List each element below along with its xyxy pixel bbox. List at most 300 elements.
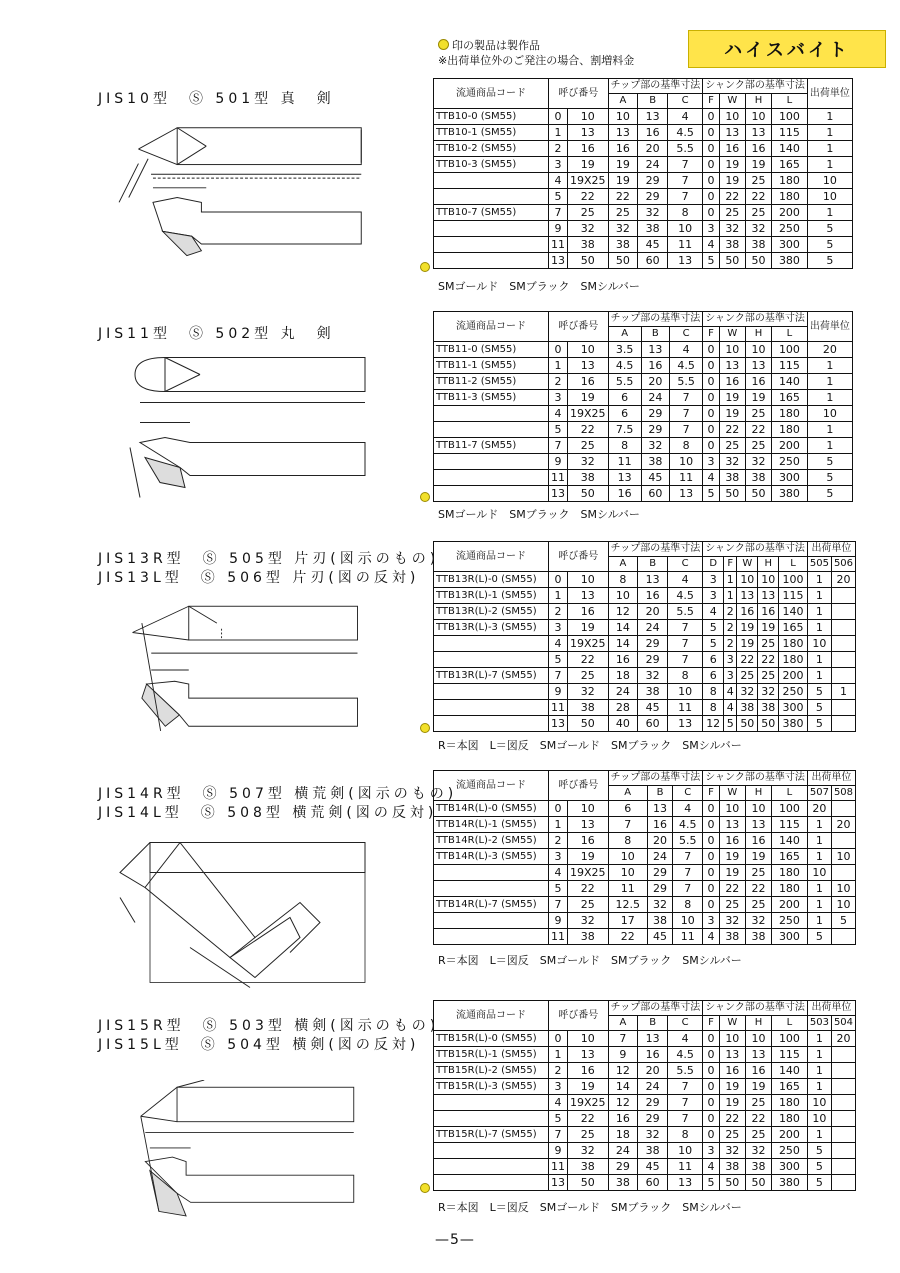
cell-value: 380 xyxy=(779,716,808,732)
cell-value: 3 xyxy=(549,620,568,636)
cell-value: 32 xyxy=(745,1143,771,1159)
header-sub: B xyxy=(638,1016,668,1031)
cell-value: 50 xyxy=(719,486,745,502)
cell-value: 115 xyxy=(779,588,808,604)
cell-value: 19 xyxy=(745,390,771,406)
cell-value: 19 xyxy=(568,157,609,173)
cell-value: 16 xyxy=(568,833,609,849)
cell-value: 8 xyxy=(669,438,702,454)
cell-value: 250 xyxy=(772,454,808,470)
cell-value: 5 xyxy=(807,221,852,237)
section-title: JIS14L型 Ⓢ 508型 横荒剣(図の反対) xyxy=(98,805,438,821)
header-unit: 出荷単位 xyxy=(807,1001,855,1016)
cell-value: 4 xyxy=(549,865,568,881)
cell-value: 38 xyxy=(608,1175,638,1191)
cell-value: 7 xyxy=(669,406,702,422)
cell-value xyxy=(831,1143,855,1159)
table-row xyxy=(434,358,853,374)
cell-value: 6 xyxy=(608,390,641,406)
cell-value: 5 xyxy=(549,422,568,438)
cell-code xyxy=(434,1111,549,1127)
cell-value: 50 xyxy=(745,253,771,269)
cell-value: 10 xyxy=(608,109,638,125)
cell-value: 20 xyxy=(831,817,855,833)
cell-value: 8 xyxy=(668,668,703,684)
category-badge: ハイスバイト xyxy=(688,30,886,68)
cell-value: 5 xyxy=(549,652,568,668)
cell-value: 0 xyxy=(703,189,720,205)
cell-code: TTB14R(L)-3 (SM55) xyxy=(434,849,549,865)
cell-value: 20 xyxy=(638,141,668,157)
header-code: 流通商品コード xyxy=(434,79,549,109)
cell-value: 40 xyxy=(608,716,638,732)
cell-value: 180 xyxy=(779,636,808,652)
cell-value: 60 xyxy=(638,716,668,732)
cell-value: 7 xyxy=(668,173,703,189)
cell-value: 38 xyxy=(745,470,771,486)
header-sub: L xyxy=(779,557,808,572)
cell-value: 4.5 xyxy=(608,358,641,374)
cell-value: 10 xyxy=(758,572,779,588)
cell-value: 16 xyxy=(608,141,638,157)
table-row xyxy=(434,1095,856,1111)
cell-value: 29 xyxy=(641,406,669,422)
cell-value: 32 xyxy=(745,454,771,470)
table-row xyxy=(434,374,853,390)
cell-value: 50 xyxy=(568,716,609,732)
cell-value: 32 xyxy=(568,684,609,700)
cell-value: 0 xyxy=(703,406,720,422)
tool-diagram xyxy=(90,120,400,275)
cell-value xyxy=(831,801,855,817)
cell-value: 5 xyxy=(807,716,831,732)
cell-value: 13 xyxy=(641,342,669,358)
cell-value: 50 xyxy=(737,716,758,732)
cell-value: 13 xyxy=(668,716,703,732)
cell-value: 200 xyxy=(772,897,808,913)
header-number: 呼び番号 xyxy=(549,542,609,572)
header-code: 流通商品コード xyxy=(434,542,549,572)
table-row xyxy=(434,189,853,205)
cell-value: 12 xyxy=(703,716,724,732)
cell-value: 180 xyxy=(772,189,808,205)
cell-value: 19X25 xyxy=(568,636,609,652)
cell-value: 5 xyxy=(807,929,831,945)
cell-value: 5.5 xyxy=(608,374,641,390)
cell-value: 0 xyxy=(703,438,720,454)
cell-code: TTB13R(L)-7 (SM55) xyxy=(434,668,549,684)
cell-value: 5 xyxy=(807,253,852,269)
cell-value: 32 xyxy=(638,668,668,684)
cell-value: 7 xyxy=(668,652,703,668)
header-sub: C xyxy=(669,327,702,342)
cell-value: 140 xyxy=(772,141,808,157)
cell-value xyxy=(831,1159,855,1175)
cell-code xyxy=(434,913,549,929)
cell-value: 1 xyxy=(724,572,737,588)
cell-value: 1 xyxy=(807,572,831,588)
cell-code xyxy=(434,652,549,668)
cell-code xyxy=(434,406,549,422)
table-row xyxy=(434,684,856,700)
table-row xyxy=(434,700,856,716)
header-sub: H xyxy=(745,94,771,109)
cell-value: 11 xyxy=(549,237,568,253)
header-number: 呼び番号 xyxy=(549,1001,609,1031)
cell-value: 38 xyxy=(719,237,745,253)
cell-value: 16 xyxy=(719,141,745,157)
cell-value: 11 xyxy=(673,929,703,945)
cell-value: 5.5 xyxy=(669,374,702,390)
table-row xyxy=(434,716,856,732)
header-unit: 出荷単位 xyxy=(807,312,852,342)
header-shank: シャンク部の基準寸法 xyxy=(703,771,808,786)
cell-value: 0 xyxy=(703,1095,720,1111)
spec-table xyxy=(433,541,856,732)
cell-value: 16 xyxy=(568,604,609,620)
cell-value: 10 xyxy=(807,636,831,652)
table-row xyxy=(434,157,853,173)
cell-value: 11 xyxy=(668,700,703,716)
cell-value xyxy=(831,865,855,881)
cell-value: 100 xyxy=(779,572,808,588)
cell-value: 16 xyxy=(641,358,669,374)
cell-value: 19 xyxy=(745,157,771,173)
cell-value: 10 xyxy=(807,1095,831,1111)
cell-value: 32 xyxy=(641,438,669,454)
cell-value: 140 xyxy=(772,1063,808,1079)
cell-value: 16 xyxy=(719,374,745,390)
cell-value: 2 xyxy=(549,1063,568,1079)
cell-value: 100 xyxy=(772,1031,808,1047)
cell-value: 5 xyxy=(807,237,852,253)
cell-value: 13 xyxy=(568,125,609,141)
cell-value: 29 xyxy=(608,1159,638,1175)
cell-code xyxy=(434,189,549,205)
cell-value: 28 xyxy=(608,700,638,716)
cell-value: 10 xyxy=(807,865,831,881)
cell-value: 38 xyxy=(568,237,609,253)
cell-value xyxy=(831,1111,855,1127)
cell-value: 13 xyxy=(745,1047,771,1063)
table-row xyxy=(434,652,856,668)
cell-value xyxy=(831,700,855,716)
cell-value: 29 xyxy=(638,1095,668,1111)
cell-value: 1 xyxy=(807,913,831,929)
header-sub: D xyxy=(703,557,724,572)
cell-value: 3 xyxy=(703,221,720,237)
cell-value: 22 xyxy=(745,1111,771,1127)
header-sub: A xyxy=(608,786,647,801)
cell-value: 180 xyxy=(779,652,808,668)
cell-value: 38 xyxy=(568,929,609,945)
cell-value: 380 xyxy=(772,1175,808,1191)
cell-value: 4 xyxy=(703,929,720,945)
cell-value: 25 xyxy=(745,1127,771,1143)
cell-value: 25 xyxy=(745,897,771,913)
cell-value: 1 xyxy=(807,125,852,141)
header-sub: F xyxy=(724,557,737,572)
cell-value: 32 xyxy=(647,897,672,913)
section-jis14 xyxy=(0,765,900,995)
cell-value: 25 xyxy=(568,668,609,684)
cell-value: 16 xyxy=(568,374,609,390)
cell-value: 22 xyxy=(568,652,609,668)
header-sub: C xyxy=(668,94,703,109)
cell-value: 38 xyxy=(745,1159,771,1175)
cell-value: 5 xyxy=(703,636,724,652)
cell-value: 4.5 xyxy=(668,588,703,604)
header-unit-sub: 506 xyxy=(831,557,855,572)
cell-value: 19 xyxy=(568,849,609,865)
cell-value: 0 xyxy=(703,374,720,390)
tool-diagram-box xyxy=(90,595,400,745)
table-row xyxy=(434,109,853,125)
cell-value: 13 xyxy=(719,817,745,833)
cell-value: 22 xyxy=(745,422,771,438)
table-row xyxy=(434,1159,856,1175)
cell-value: 3 xyxy=(549,849,568,865)
cell-value: 19 xyxy=(719,390,745,406)
cell-value: 300 xyxy=(772,237,808,253)
cell-code xyxy=(434,716,549,732)
grade-footer: SMゴールド SMブラック SMシルバー xyxy=(438,508,640,521)
cell-value: 9 xyxy=(549,454,568,470)
cell-code xyxy=(434,1095,549,1111)
cell-code xyxy=(434,470,549,486)
cell-value: 19 xyxy=(568,620,609,636)
table-row xyxy=(434,173,853,189)
cell-value: 10 xyxy=(568,342,609,358)
cell-value: 12 xyxy=(608,1063,638,1079)
grade-footer: R＝本図 L＝図反 SMゴールド SMブラック SMシルバー xyxy=(438,954,742,967)
cell-value: 17 xyxy=(608,913,647,929)
header-sub: F xyxy=(703,786,720,801)
page-number: —5— xyxy=(435,1232,475,1248)
cell-value xyxy=(831,1175,855,1191)
cell-value: 3 xyxy=(724,668,737,684)
table-row xyxy=(434,1127,856,1143)
cell-value: 22 xyxy=(719,422,745,438)
cell-value: 13 xyxy=(568,358,609,374)
section-title: JIS13L型 Ⓢ 506型 片刃(図の反対) xyxy=(98,570,420,586)
cell-value: 25 xyxy=(745,865,771,881)
cell-value: 140 xyxy=(779,604,808,620)
cell-value: 16 xyxy=(568,141,609,157)
header-sub: H xyxy=(745,327,771,342)
cell-value: 4.5 xyxy=(668,1047,703,1063)
cell-value: 13 xyxy=(719,1047,745,1063)
cell-value: 38 xyxy=(638,1143,668,1159)
cell-value: 3 xyxy=(703,588,724,604)
cell-value: 4.5 xyxy=(673,817,703,833)
cell-value: 10 xyxy=(668,1143,703,1159)
cell-value: 38 xyxy=(608,237,638,253)
header-shank: シャンク部の基準寸法 xyxy=(703,312,808,327)
cell-code: TTB13R(L)-1 (SM55) xyxy=(434,588,549,604)
cell-value: 4 xyxy=(549,406,568,422)
cell-value: 18 xyxy=(608,1127,638,1143)
cell-value: 7 xyxy=(608,1031,638,1047)
cell-value: 5 xyxy=(703,253,720,269)
cell-value: 38 xyxy=(638,684,668,700)
table-row xyxy=(434,390,853,406)
cell-value: 0 xyxy=(549,342,568,358)
cell-value: 180 xyxy=(772,881,808,897)
cell-value: 1 xyxy=(807,604,831,620)
header-sub: B xyxy=(638,94,668,109)
cell-value: 10 xyxy=(807,189,852,205)
cell-value: 1 xyxy=(549,358,568,374)
cell-value: 29 xyxy=(638,189,668,205)
cell-value: 38 xyxy=(719,1159,745,1175)
made-to-order-dot-icon xyxy=(420,492,430,502)
header-sub: C xyxy=(668,1016,703,1031)
cell-value xyxy=(831,652,855,668)
cell-value: 0 xyxy=(703,849,720,865)
cell-value: 32 xyxy=(745,221,771,237)
table-row xyxy=(434,1175,856,1191)
cell-value: 19 xyxy=(737,620,758,636)
cell-value: 19X25 xyxy=(568,1095,609,1111)
cell-value: 19X25 xyxy=(568,406,609,422)
cell-value: 1 xyxy=(807,881,831,897)
cell-code xyxy=(434,700,549,716)
cell-value: 38 xyxy=(758,700,779,716)
cell-value: 38 xyxy=(568,470,609,486)
cell-code: TTB15R(L)-2 (SM55) xyxy=(434,1063,549,1079)
cell-value: 16 xyxy=(745,374,771,390)
tool-diagram xyxy=(90,825,400,990)
header-sub: B xyxy=(647,786,672,801)
header-sub: A xyxy=(608,557,638,572)
cell-value: 32 xyxy=(568,454,609,470)
cell-value: 11 xyxy=(549,1159,568,1175)
cell-value: 100 xyxy=(772,342,808,358)
cell-value: 1 xyxy=(549,125,568,141)
cell-value: 22 xyxy=(608,929,647,945)
cell-value: 10 xyxy=(608,588,638,604)
cell-value: 2 xyxy=(549,141,568,157)
cell-value: 16 xyxy=(638,125,668,141)
cell-value: 29 xyxy=(638,173,668,189)
cell-value: 1 xyxy=(549,1047,568,1063)
spec-table xyxy=(433,1000,856,1191)
cell-value: 19 xyxy=(719,406,745,422)
cell-value: 0 xyxy=(703,157,720,173)
cell-value: 25 xyxy=(608,205,638,221)
table-row xyxy=(434,668,856,684)
cell-value: 16 xyxy=(745,141,771,157)
table-row xyxy=(434,454,853,470)
cell-value: 24 xyxy=(608,684,638,700)
cell-value: 9 xyxy=(549,1143,568,1159)
tool-diagram-box xyxy=(90,120,400,275)
tool-diagram xyxy=(90,345,400,510)
cell-value: 165 xyxy=(779,620,808,636)
cell-value: 20 xyxy=(807,342,852,358)
cell-code xyxy=(434,237,549,253)
cell-code xyxy=(434,865,549,881)
cell-value: 20 xyxy=(807,801,831,817)
header-sub: L xyxy=(772,1016,808,1031)
cell-value: 9 xyxy=(549,913,568,929)
cell-value: 13 xyxy=(608,470,641,486)
cell-value: 8 xyxy=(703,700,724,716)
cell-value: 200 xyxy=(772,438,808,454)
header-sub: W xyxy=(719,94,745,109)
cell-value: 10 xyxy=(608,849,647,865)
cell-value: 180 xyxy=(772,865,808,881)
cell-value: 16 xyxy=(758,604,779,620)
table-row xyxy=(434,636,856,652)
grade-footer: R＝本図 L＝図反 SMゴールド SMブラック SMシルバー xyxy=(438,1201,742,1214)
cell-value: 1 xyxy=(807,897,831,913)
section-title: JIS11型 Ⓢ 502型 丸 剣 xyxy=(98,326,335,342)
header-unit: 出荷単位 xyxy=(807,542,855,557)
cell-value: 32 xyxy=(638,205,668,221)
cell-value: 24 xyxy=(638,157,668,173)
cell-value: 13 xyxy=(638,109,668,125)
cell-value: 5 xyxy=(703,1175,720,1191)
cell-value: 180 xyxy=(772,173,808,189)
cell-code: TTB10-0 (SM55) xyxy=(434,109,549,125)
cell-value: 100 xyxy=(772,801,808,817)
cell-value: 4 xyxy=(669,342,702,358)
cell-value xyxy=(831,620,855,636)
cell-value: 32 xyxy=(568,1143,609,1159)
cell-value: 38 xyxy=(647,913,672,929)
cell-value: 32 xyxy=(719,454,745,470)
cell-value: 10 xyxy=(568,572,609,588)
tool-diagram xyxy=(90,595,400,745)
cell-value: 19 xyxy=(745,1079,771,1095)
cell-value: 180 xyxy=(772,1111,808,1127)
cell-value: 3 xyxy=(703,572,724,588)
cell-code: TTB14R(L)-7 (SM55) xyxy=(434,897,549,913)
cell-value: 22 xyxy=(745,881,771,897)
cell-value: 10 xyxy=(668,221,703,237)
cell-value: 11 xyxy=(608,881,647,897)
cell-code: TTB13R(L)-0 (SM55) xyxy=(434,572,549,588)
cell-value: 1 xyxy=(807,141,852,157)
cell-code xyxy=(434,253,549,269)
made-to-order-dot-icon xyxy=(420,262,430,272)
cell-value: 3 xyxy=(549,157,568,173)
section-jis13 xyxy=(0,530,900,765)
cell-value: 19 xyxy=(608,157,638,173)
cell-code: TTB15R(L)-1 (SM55) xyxy=(434,1047,549,1063)
cell-value: 5 xyxy=(703,486,720,502)
cell-value: 5 xyxy=(831,913,855,929)
table-row xyxy=(434,801,856,817)
header-sub: L xyxy=(772,786,808,801)
cell-value: 250 xyxy=(772,913,808,929)
cell-value: 13 xyxy=(758,588,779,604)
cell-value: 5 xyxy=(807,1143,831,1159)
cell-value: 11 xyxy=(549,470,568,486)
cell-value: 1 xyxy=(549,817,568,833)
cell-code: TTB11-7 (SM55) xyxy=(434,438,549,454)
cell-value: 4 xyxy=(668,1031,703,1047)
cell-value: 8 xyxy=(673,897,703,913)
section-title: JIS14R型 Ⓢ 507型 横荒剣(図示のもの) xyxy=(98,786,458,802)
table-row xyxy=(434,913,856,929)
cell-value: 13 xyxy=(568,588,609,604)
section-title: JIS13R型 Ⓢ 505型 片刃(図示のもの) xyxy=(98,551,440,567)
cell-value: 25 xyxy=(737,668,758,684)
cell-value: 13 xyxy=(549,253,568,269)
